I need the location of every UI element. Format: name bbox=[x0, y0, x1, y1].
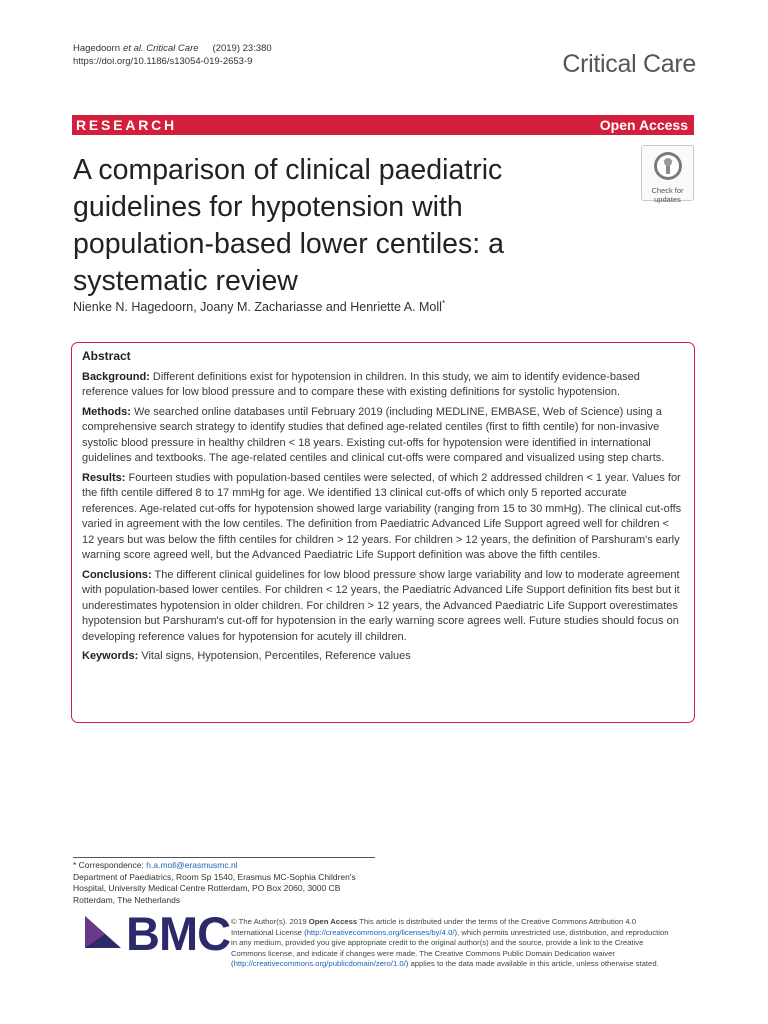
section-label: Results: bbox=[82, 471, 126, 484]
footnote-divider bbox=[73, 857, 375, 858]
doi-link[interactable]: https://doi.org/10.1186/s13054-019-2653-9 bbox=[73, 56, 253, 67]
et-al: et al. bbox=[123, 43, 144, 54]
corresponding-marker: * bbox=[441, 299, 446, 308]
author-list bbox=[73, 299, 445, 314]
cc-by-link[interactable]: http://creativecommons.org/licenses/by/4.0/ bbox=[306, 927, 455, 937]
section-label: Conclusions: bbox=[82, 568, 152, 581]
article-type-banner bbox=[72, 115, 694, 135]
correspondence-label: * Correspondence: bbox=[73, 860, 144, 870]
section-text: We searched online databases until February 2019 (including MEDLINE, EMBASE, Web of Science) using a comprehensive search strategy to identify studies that defined age-related centiles (first to fifth centile) for non-invasive systolic blood pressure in healthy children < 18 years. Existing cut-offs for hypotension were identified in international guidelines and textbooks. The age-related centiles and clinical cut-offs were compared and visualized using step charts. bbox=[82, 405, 665, 464]
abstract-background bbox=[82, 370, 684, 401]
abstract-conclusions bbox=[82, 568, 684, 646]
year-volume: (2019) 23:380 bbox=[212, 43, 272, 54]
author-names: Nienke N. Hagedoorn, Joany M. Zachariasse and Henriette A. Moll bbox=[73, 300, 442, 315]
license-text-1: This article is distributed under the terms of the Creative Commons Attribution 4.0 International License ( bbox=[231, 917, 637, 937]
correspondence-email[interactable]: h.a.moll@erasmusmc.nl bbox=[146, 860, 238, 870]
license-text-3: ) applies to the data made available in this article, unless otherwise stated. bbox=[405, 959, 659, 968]
citation-line bbox=[73, 42, 275, 55]
cc-zero-link[interactable]: http://creativecommons.org/publicdomain/zero/1.0/ bbox=[233, 959, 406, 968]
crossmark-icon bbox=[653, 151, 683, 181]
crossmark-line1: Check for bbox=[651, 186, 684, 195]
section-text: Vital signs, Hypotension, Percentiles, Reference values bbox=[141, 650, 411, 662]
abstract-box bbox=[71, 342, 695, 723]
abstract-heading: Abstract bbox=[82, 349, 131, 363]
journal-name-italic: Critical Care bbox=[146, 43, 199, 54]
correspondence-line bbox=[73, 860, 383, 872]
open-access-label: Open Access bbox=[599, 117, 688, 133]
license-open-access: Open Access bbox=[308, 917, 358, 926]
section-text: Different definitions exist for hypotension in children. In this study, we aim to identify evidence-based reference values for low blood pressure and to compare these with existing definitions for systolic hypotension. bbox=[82, 370, 640, 398]
section-label: Methods: bbox=[82, 405, 131, 418]
check-for-updates-button[interactable] bbox=[641, 145, 694, 204]
abstract-methods bbox=[82, 405, 684, 467]
crossmark-line2: updates bbox=[654, 195, 681, 204]
author-short: Hagedoorn bbox=[73, 43, 121, 54]
license-statement bbox=[231, 917, 671, 970]
affiliation-text: Department of Paediatrics, Room Sp 1540, Erasmus MC-Sophia Children's Hospital, University Medical Centre Rotterdam, PO Box 2060, 3000 CB Rotterdam, The Netherlands bbox=[73, 871, 356, 905]
license-text-2: ), which permits unrestricted use, distribution, and reproduction in any medium, provided you give appropriate credit to the original author(s) and the source, provide a link to the Creative Commons license, and indicate if changes were made. The Creative Commons Public Domain Dedication waiver ( bbox=[231, 927, 669, 968]
bmc-wordmark: BMC bbox=[126, 907, 231, 960]
abstract-keywords bbox=[82, 649, 684, 665]
abstract-results bbox=[82, 471, 684, 564]
section-label: Background: bbox=[82, 370, 150, 383]
article-type-label: RESEARCH bbox=[76, 117, 177, 133]
correspondence-footnote bbox=[73, 860, 383, 906]
bmc-logo-icon bbox=[83, 914, 123, 950]
running-header bbox=[73, 42, 275, 68]
section-text: The different clinical guidelines for low blood pressure show large variability and low to moderate agreement with population-based lower centiles. For children < 12 years, the Paediatric Advanced Life Support definition fits best but it underestimates hypotension in older children. For children > 12 years, the Advanced Paediatric Life Support overestimates hypotension but Parshuram's cut-off for hypotension in the early warning score agrees well. Future studies should focus on developing reference values for hypotension for acutely ill children. bbox=[82, 568, 680, 643]
article-title: A comparison of clinical paediatric guidelines for hypotension with population-based lower centiles: a systematic review bbox=[73, 154, 504, 297]
section-label: Keywords: bbox=[82, 650, 139, 662]
license-copyright: © The Author(s). 2019 bbox=[231, 917, 307, 926]
journal-brand: Critical Care bbox=[562, 50, 696, 78]
section-text: Fourteen studies with population-based centiles were selected, of which 2 addressed children < 1 year. Values for the fifth centile differed 8 to 17 mmHg for age. We identified 13 clinical cut-offs of which only 5 reported accurate references. Age-related cut-offs for hypotension showed large variability (ranging from 15 to 30 mmHg). The clinical cut-offs varied in agreement with the low centiles. The definition from Paediatric Advanced Life Support agreed well for children < 12 years but was below the fifth centiles for children > 12 years. For children > 12 years, the definition of Parshuram's early warning score agreed well, but the Advanced Paediatric Life Support definition was above the fifth centiles. bbox=[82, 471, 682, 561]
